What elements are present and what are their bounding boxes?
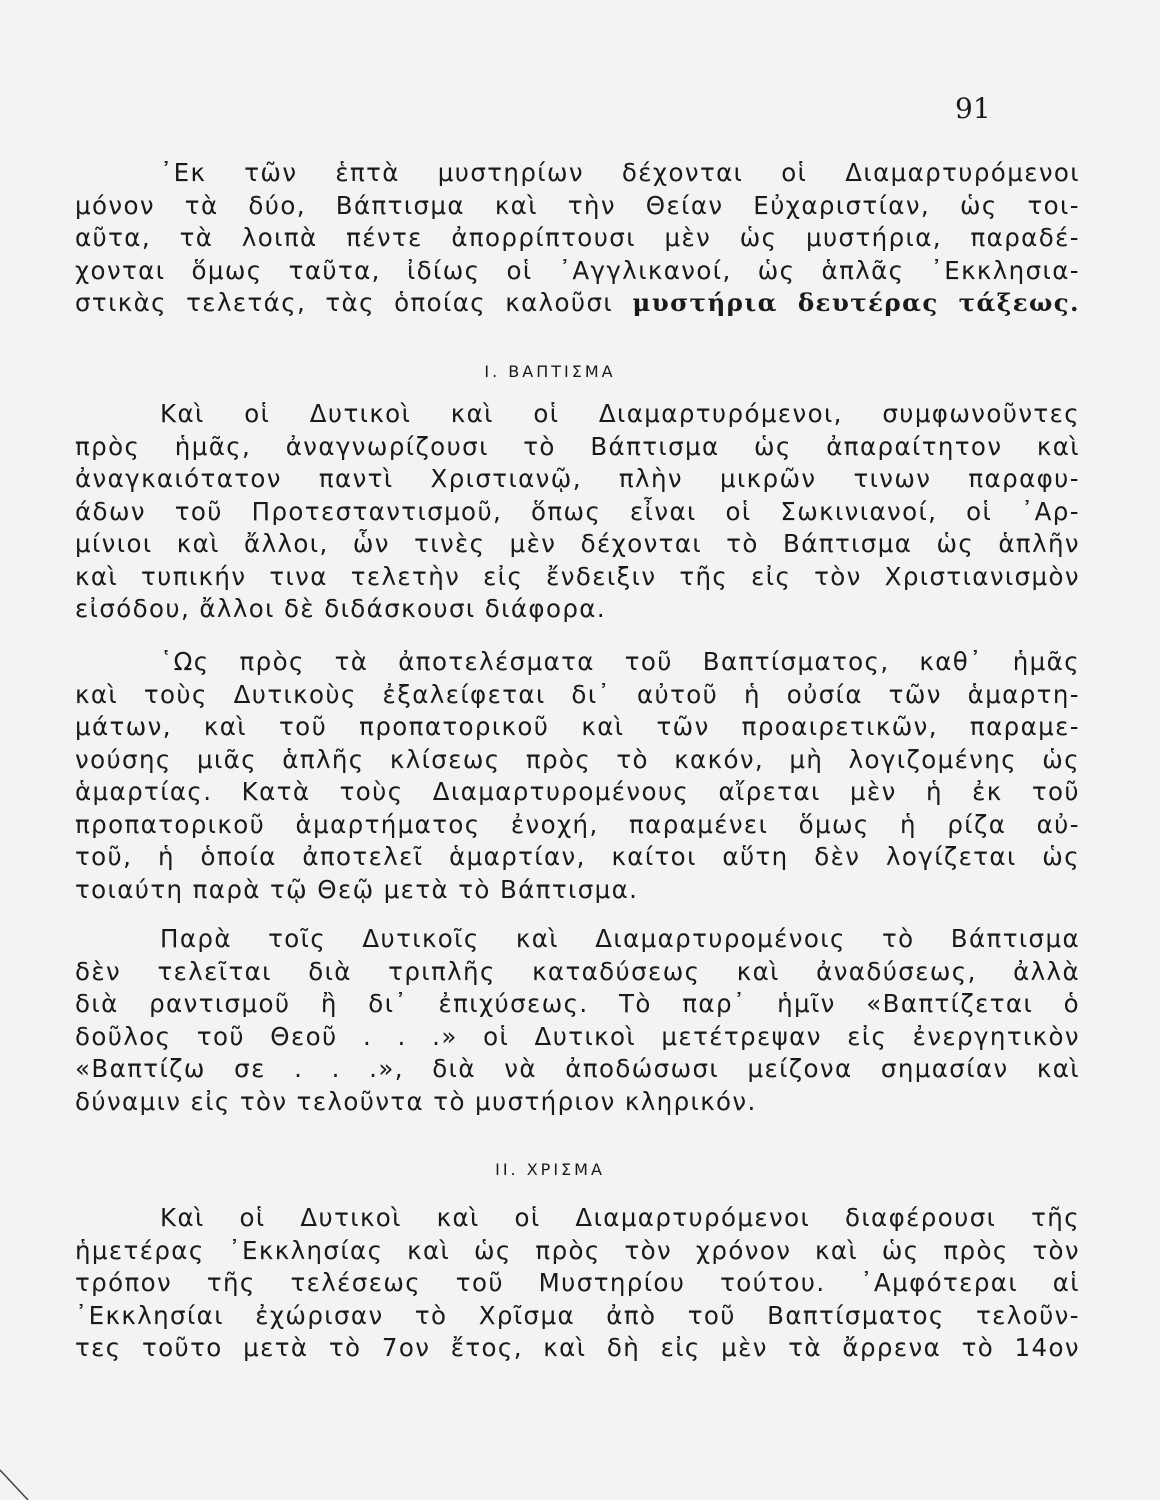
text-line: εἰσόδου, ἄλλοι δὲ διδάσκουσι διάφορα. <box>75 594 607 623</box>
text-line: δύναμιν εἰς τὸν τελοῦντα τὸ μυστήριον κληρικόν. <box>75 1086 757 1116</box>
text-line: μίνιοι καὶ ἄλλοι, ὧν τινὲς μὲν δέχονται τὸ Βάπτισμα ὡς ἁπλῆν <box>75 529 1080 558</box>
text-line: ῾Ως πρὸς τὰ ἀποτελέσματα τοῦ Βαπτίσματος, καθ᾿ ἡμᾶς <box>160 647 1080 676</box>
text-line <box>75 287 1080 320</box>
intro-paragraph <box>75 157 1080 320</box>
text-line: Καὶ οἱ Δυτικοὶ καὶ οἱ Διαμαρτυρόμενοι διαφέρουσι τῆς <box>160 1203 1080 1232</box>
baptism-paragraph-3 <box>75 923 1080 1118</box>
text-line: ἁμαρτίας. Κατὰ τοὺς Διαμαρτυρομένους αἴρεται μὲν ἡ ἐκ τοῦ <box>75 777 1080 806</box>
text-line: νούσης μιᾶς ἁπλῆς κλίσεως πρὸς τὸ κακόν, μὴ λογιζομένης ὡς <box>75 744 1080 774</box>
text-line: Παρὰ τοῖς Δυτικοῖς καὶ Διαμαρτυρομένοις τὸ Βάπτισμα <box>160 924 1080 953</box>
baptism-paragraph-2 <box>75 646 1080 906</box>
text-line: ἡμετέρας ᾿Εκκλησίας καὶ ὡς πρὸς τὸν χρόνον καὶ ὡς πρὸς τὸν <box>75 1235 1080 1265</box>
section-heading-chrism: II. ΧΡΙΣΜΑ <box>495 1160 605 1179</box>
section-heading-baptism: I. ΒΑΠΤΙΣΜΑ <box>484 362 616 381</box>
baptism-paragraph-1 <box>75 398 1080 626</box>
page-corner-line <box>0 1460 40 1500</box>
chrism-paragraph-1 <box>75 1202 1080 1365</box>
text-line: Καὶ οἱ Δυτικοὶ καὶ οἱ Διαμαρτυρόμενοι, συμφωνοῦντες <box>160 399 1080 428</box>
text-line: άδων τοῦ Προτεσταντισμοῦ, ὅπως εἶναι οἱ Σωκινιανοί, οἱ ᾿Αρ- <box>75 496 1080 526</box>
text-line: τρόπον τῆς τελέσεως τοῦ Μυστηρίου τούτου. ᾿Αμφότεραι αἱ <box>75 1268 1080 1297</box>
emphasis-text: μυστήρια δευτέρας τάξεως. <box>632 288 1080 317</box>
text-line: ᾿Εκκλησίαι ἐχώρισαν τὸ Χρῖσμα ἀπὸ τοῦ Βαπτίσματος τελοῦν- <box>75 1300 1080 1330</box>
text-line: προπατορικοῦ ἁμαρτήματος ἐνοχή, παραμένει ὅμως ἡ ρίζα αὐ- <box>75 809 1080 839</box>
text-line: διὰ ραντισμοῦ ἢ δι᾿ ἐπιχύσεως. Τὸ παρ᾿ ἡμῖν «Βαπτίζεται ὁ <box>75 989 1080 1018</box>
text-line: δὲν τελεῖται διὰ τριπλῆς καταδύσεως καὶ ἀναδύσεως, ἀλλὰ <box>75 956 1080 986</box>
page-number: 91 <box>955 92 991 125</box>
text-line: «Βαπτίζω σε . . .», διὰ νὰ ἀποδώσωσι μείζονα σημασίαν καὶ <box>75 1054 1080 1083</box>
text-line: τες τοῦτο μετὰ τὸ 7ον ἔτος, καὶ δὴ εἰς μὲν τὰ ἄρρενα τὸ 14ον <box>75 1333 1080 1362</box>
text-line: τοῦ, ἡ ὁποία ἀποτελεῖ ἁμαρτίαν, καίτοι αὕτη δὲν λογίζεται ὡς <box>75 842 1080 871</box>
text-line: τοιαύτη παρὰ τῷ Θεῷ μετὰ τὸ Βάπτισμα. <box>75 874 639 904</box>
text-line: μάτων, καὶ τοῦ προπατορικοῦ καὶ τῶν προαιρετικῶν, παραμε- <box>75 712 1080 741</box>
text-line: καὶ τυπικήν τινα τελετὴν εἰς ἔνδειξιν τῆς εἰς τὸν Χριστιανισμὸν <box>75 561 1080 591</box>
text-line: καὶ τοὺς Δυτικοὺς ἐξαλείφεται δι᾿ αὐτοῦ ἡ οὐσία τῶν ἁμαρτη- <box>75 679 1080 709</box>
text-line: αῦτα, τὰ λοιπὰ πέντε ἀπορρίπτουσι μὲν ὡς μυστήρια, παραδέ- <box>75 223 1080 252</box>
text-line: μόνον τὰ δύο, Βάπτισμα καὶ τὴν Θείαν Εὐχαριστίαν, ὡς τοι- <box>75 190 1080 220</box>
text-fragment: στικὰς τελετάς, τὰς ὁποίας καλοῦσι <box>75 288 614 317</box>
text-line: δοῦλος τοῦ Θεοῦ . . .» οἱ Δυτικοὶ μετέτρεψαν εἰς ἐνεργητικὸν <box>75 1021 1080 1051</box>
text-line: χονται ὅμως ταῦτα, ἰδίως οἱ ᾿Αγγλικανοί, ὡς ἁπλᾶς ᾿Εκκλησια- <box>75 255 1080 285</box>
text-line: πρὸς ἡμᾶς, ἀναγνωρίζουσι τὸ Βάπτισμα ὡς ἀπαραίτητον καὶ <box>75 431 1080 461</box>
text-line: ἀναγκαιότατον παντὶ Χριστιανῷ, πλὴν μικρῶν τινων παραφυ- <box>75 464 1080 493</box>
text-line: ᾿Εκ τῶν ἑπτὰ μυστηρίων δέχονται οἱ Διαμαρτυρόμενοι <box>160 158 1080 187</box>
